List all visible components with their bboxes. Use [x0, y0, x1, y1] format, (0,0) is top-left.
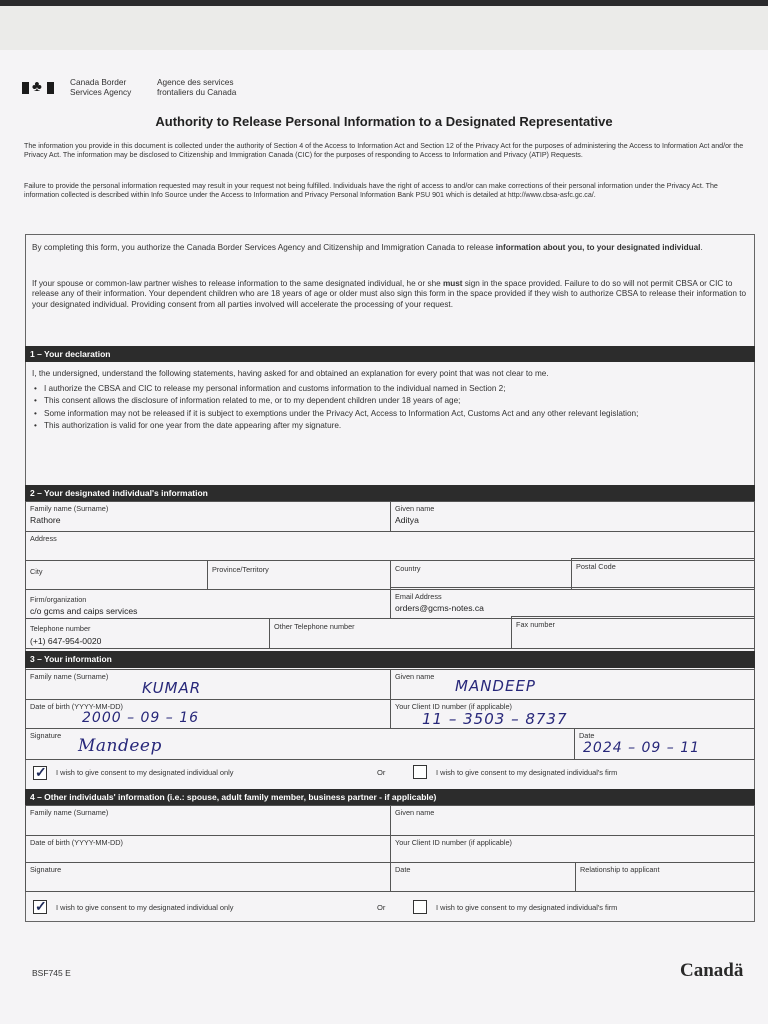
- consent-firm-label: I wish to give consent to my designated individual's firm: [436, 768, 618, 777]
- designated-email-field[interactable]: Email Address orders@gcms-notes.ca: [390, 587, 755, 619]
- designated-city-field[interactable]: City: [25, 560, 208, 590]
- other-given-name-field[interactable]: Given name: [390, 805, 755, 836]
- other-family-name-field[interactable]: Family name (Surname): [25, 805, 391, 836]
- your-given-name-field[interactable]: Given name MANDEEP: [390, 669, 755, 700]
- consent-paragraph-1: By completing this form, you authorize the Canada Border Services Agency and Citizenship and Immigration Canada to release information about you, to your designated individual.: [32, 243, 703, 252]
- declaration-item: • I authorize the CBSA and CIC to release my personal information and customs information to the individual named in Section 2;: [32, 384, 748, 394]
- other-consent-individual-checkbox[interactable]: [33, 900, 47, 914]
- or-label: Or: [377, 768, 386, 777]
- designated-given-name-field[interactable]: Given name Aditya: [390, 501, 755, 532]
- your-client-id-field[interactable]: Your Client ID number (if applicable) 11 – 3503 – 8737: [390, 699, 755, 729]
- form-title: Authority to Release Personal Information to a Designated Representative: [155, 114, 613, 129]
- designated-firm-field[interactable]: Firm/organization c/o gcms and caips services: [25, 589, 391, 619]
- your-family-name-value: KUMAR: [142, 679, 202, 697]
- other-date-field[interactable]: Date: [390, 862, 576, 892]
- other-client-id-field[interactable]: Your Client ID number (if applicable): [390, 835, 755, 863]
- designated-postal-code-field[interactable]: Postal Code: [571, 558, 755, 590]
- section-2-heading: 2 – Your designated individual's information: [25, 485, 755, 501]
- form-code: BSF745 E: [32, 968, 71, 978]
- section-3-consent-row: [25, 760, 755, 786]
- your-date-of-birth-field[interactable]: Date of birth (YYYY-MM-DD) 2000 – 09 – 16: [25, 699, 391, 729]
- other-signature-field[interactable]: Signature: [25, 862, 391, 892]
- other-consent-firm-checkbox[interactable]: [413, 900, 427, 914]
- section-4-heading: 4 – Other individuals' information (i.e.: spouse, adult family member, business partner - if applicable): [25, 789, 755, 805]
- section-1-heading: 1 – Your declaration: [25, 346, 755, 362]
- designated-telephone-value: (+1) 647-954-0020: [30, 636, 102, 646]
- designated-firm-value: c/o gcms and caips services: [30, 606, 138, 616]
- consent-paragraph-2: If your spouse or common-law partner wishes to release information to the same designated individual, he or she must sign in the space provided. Failure to do so will not permit CBSA or CIC to release any of their information. Your dependent children who are 18 years of age or older must also sign this form in the space provided if they wish to authorize CBSA to release their information to your designated individual. Providing consent from all parties involved will accelerate the processing of your request.: [32, 279, 747, 309]
- designated-country-field[interactable]: Country: [390, 560, 572, 590]
- or-label: Or: [377, 903, 386, 912]
- check-mark-icon: ✓: [35, 898, 47, 914]
- your-signature-value: Mandeep: [78, 736, 162, 756]
- your-signature-date-value: 2024 – 09 – 11: [583, 740, 701, 756]
- section-3-heading: 3 – Your information: [25, 651, 755, 668]
- other-date-of-birth-field[interactable]: Date of birth (YYYY-MM-DD): [25, 835, 391, 863]
- canada-flag-logo-icon: ♣: [22, 80, 62, 96]
- designated-telephone-field[interactable]: Telephone number (+1) 647-954-0020: [25, 618, 270, 649]
- your-family-name-field[interactable]: Family name (Surname) KUMAR: [25, 669, 391, 700]
- declaration-item: • This consent allows the disclosure of information related to me, or to my dependent children under 18 years of age;: [32, 396, 748, 406]
- section-4-consent-row: [25, 893, 755, 919]
- declaration-item: • This authorization is valid for one year from the date appearing after my signature.: [32, 421, 748, 431]
- consent-individual-checkbox[interactable]: [33, 766, 47, 780]
- check-mark-icon: ✓: [35, 764, 47, 780]
- designated-email-value: orders@gcms-notes.ca: [395, 603, 484, 613]
- designated-fax-field[interactable]: Fax number: [511, 616, 755, 649]
- designated-family-name-field[interactable]: Family name (Surname) Rathore: [25, 501, 391, 532]
- intro-paragraph-1: The information you provide in this document is collected under the authority of Section 4 of the Access to Information Act and Section 12 of the Privacy Act for the purposes of administering the Access to Information Act and/or the Privacy Act. The information may be disclosed to Citizenship and Immigration Canada (CIC) for the purposes of responding to Access to Information and Privacy (ATIP) Requests.: [24, 142, 744, 160]
- other-relationship-field[interactable]: Relationship to applicant: [575, 862, 755, 892]
- other-consent-firm-label: I wish to give consent to my designated individual's firm: [436, 903, 618, 912]
- intro-paragraph-2: Failure to provide the personal information requested may result in your request not being fulfilled. Individuals have the right of access to and/or can make corrections of their personal information under the Privacy Act. The information collected is described within Info Source under the Access to Information and Privacy Personal Information Bank PSU 901 which is detailed at http://www.cbsa-asfc.gc.ca/.: [24, 182, 718, 200]
- designated-address-field[interactable]: Address: [25, 531, 755, 561]
- consent-individual-label: I wish to give consent to my designated individual only: [56, 768, 234, 777]
- your-given-name-value: MANDEEP: [455, 677, 536, 695]
- your-signature-date-field[interactable]: Date 2024 – 09 – 11: [574, 728, 755, 760]
- declaration-list: [32, 384, 748, 434]
- your-client-id-value: 11 – 3503 – 8737: [422, 710, 568, 728]
- other-consent-individual-label: I wish to give consent to my designated individual only: [56, 903, 234, 912]
- scan-top-band: [0, 6, 768, 52]
- designated-province-field[interactable]: Province/Territory: [207, 560, 391, 590]
- canada-wordmark-logo: Canadä: [680, 960, 744, 981]
- declaration-item: • Some information may not be released if it is subject to exemptions under the Privacy Act, Access to Information Act, Customs Act and any other relevant legislation;: [32, 409, 748, 419]
- agency-name-english: Canada Border Services Agency: [70, 77, 132, 97]
- designated-family-name-value: Rathore: [30, 515, 61, 525]
- designated-given-name-value: Aditya: [395, 515, 419, 525]
- consent-firm-checkbox[interactable]: [413, 765, 427, 779]
- your-date-of-birth-value: 2000 – 09 – 16: [82, 710, 200, 726]
- your-signature-field[interactable]: Signature Mandeep: [25, 728, 575, 760]
- agency-name-french: Agence des services frontaliers du Canada: [157, 77, 237, 97]
- declaration-intro: I, the undersigned, understand the following statements, having asked for and obtained an explanation for every point that was not clear to me.: [32, 369, 549, 378]
- designated-other-telephone-field[interactable]: Other Telephone number: [269, 618, 512, 649]
